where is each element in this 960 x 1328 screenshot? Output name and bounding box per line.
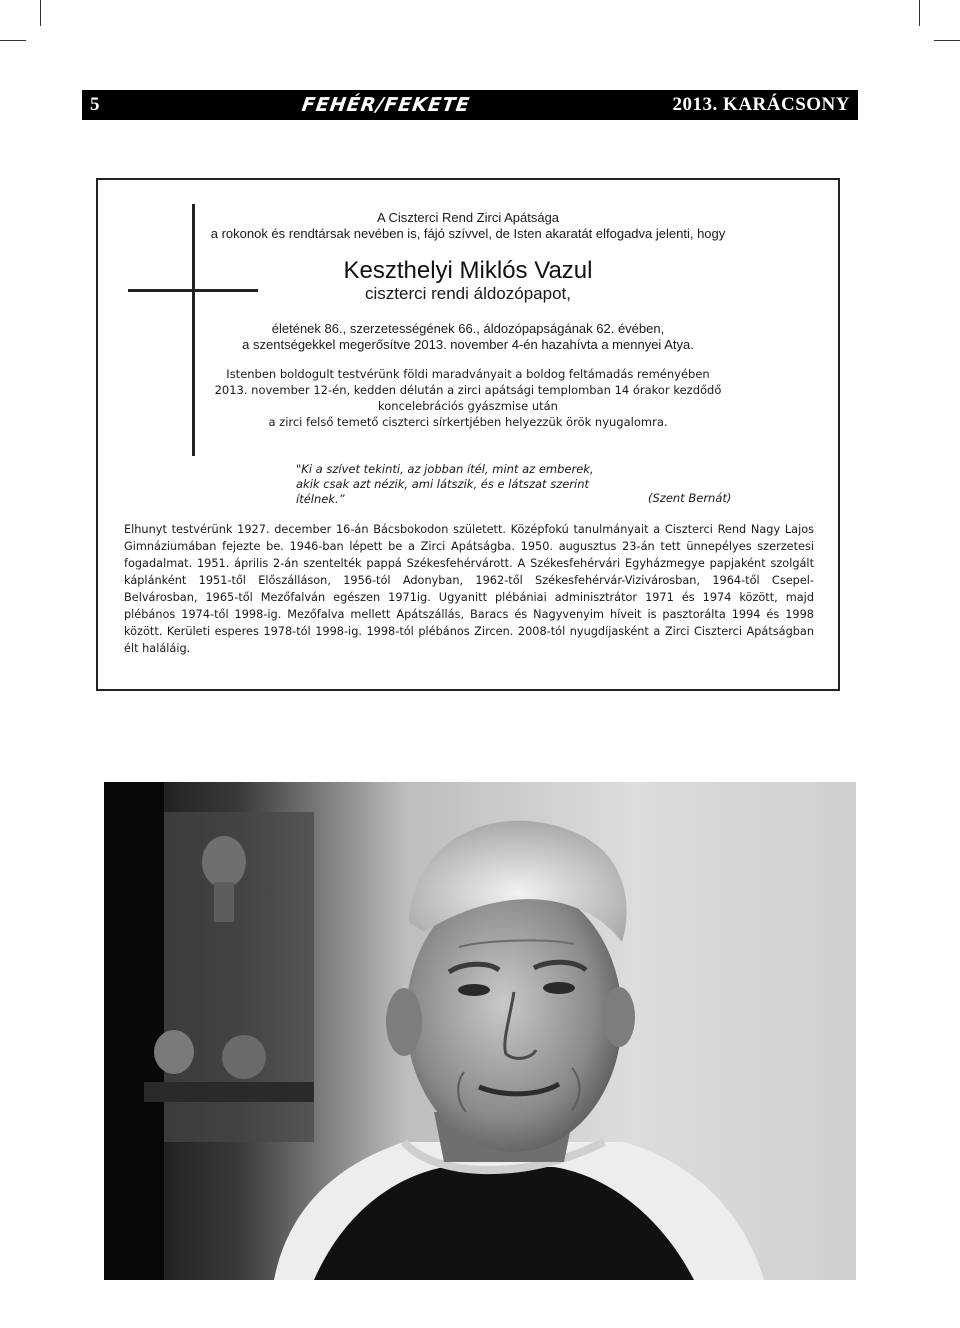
page-header (82, 90, 858, 120)
quote (296, 462, 616, 507)
portrait-photo (104, 782, 856, 1280)
deceased-name: Keszthelyi Miklós Vazul (343, 257, 593, 284)
issue-label: 2013. KARÁCSONY (672, 94, 850, 115)
burial-details (98, 366, 838, 430)
notice-intro (98, 210, 838, 242)
obituary-notice (96, 178, 840, 691)
quote-line: akik csak azt nézik, ami látszik, és e látszat szerint ítélnek.” (296, 477, 590, 506)
burial-line: a zirci felső temető ciszterci sírkertjében helyezzük örök nyugalomra. (268, 415, 668, 429)
masthead-logo: FEHÉR/FEKETE (300, 94, 472, 116)
quote-line: "Ki a szívet tekinti, az jobban ítél, mint az emberek, (296, 462, 594, 476)
burial-line: Istenben boldogult testvérünk földi maradványait a boldog feltámadás reményében (226, 367, 710, 381)
life-line: a szentségekkel megerősítve 2013. november 4-én hazahívta a mennyei Atya. (242, 337, 694, 352)
page-number: 5 (90, 94, 100, 115)
burial-line: koncelebrációs gyászmise után (378, 399, 558, 413)
quote-source: (Szent Bernát) (648, 491, 732, 505)
life-line: életének 86., szerzetességének 66., áldozópapságának 62. évében, (271, 321, 665, 336)
life-summary (98, 321, 838, 353)
burial-line: 2013. november 12-én, kedden délután a zirci apátsági templomban 14 órakor kezdődő (214, 383, 722, 397)
intro-line: a rokonok és rendtársak nevében is, fájó szívvel, de Isten akaratát elfogadva jelenti, hogy (210, 226, 726, 241)
biography: Elhunyt testvérünk 1927. december 16-án Bácsbokodon született. Középfokú tanulmányait a Ciszterci Rend Nagy Lajos Gimnáziumában fejezte be. 1946-ban lépett be a Zirci Apátságba. 1950. augusztus 23-án tett ünnepélyes szerzetesi fogadalmat. 1951. április 2-án szentelték pappá Székesfehérvárott. A Székesfehérvári Egyházmegye papjaként szolgált káplánként 1951-től Előszálláson, 1956-tól Adonyban, 1962-től Székesfehérvár-Vizivárosban, 1964-től Csepel-Belvárosban, 1965-től Mezőfalván egészen 1971ig. Ugyanitt plébániai adminisztrátor 1971 és 1974 között, majd plébános 1974-től 1998-ig. Mezőfalva mellett Apátszállás, Baracs és Nagyvenyim híveit is pasztorálta 1994 és 1998 között. Kerületi esperes 1978-tól 1998-ig. 1998-tól plébános Zircen. 2008-tól nyugdíjasként a Zirci Ciszterci Apátságban élt haláláig. (124, 523, 814, 655)
crop-mark-top-right-h (934, 40, 960, 41)
deceased-role: ciszterci rendi áldozópapot, (364, 284, 571, 303)
crop-mark-top-left-v (40, 0, 41, 26)
crop-mark-top-right-v (919, 0, 920, 26)
intro-line: A Ciszterci Rend Zirci Apátsága (376, 210, 560, 225)
crop-mark-top-left-h (0, 40, 26, 41)
